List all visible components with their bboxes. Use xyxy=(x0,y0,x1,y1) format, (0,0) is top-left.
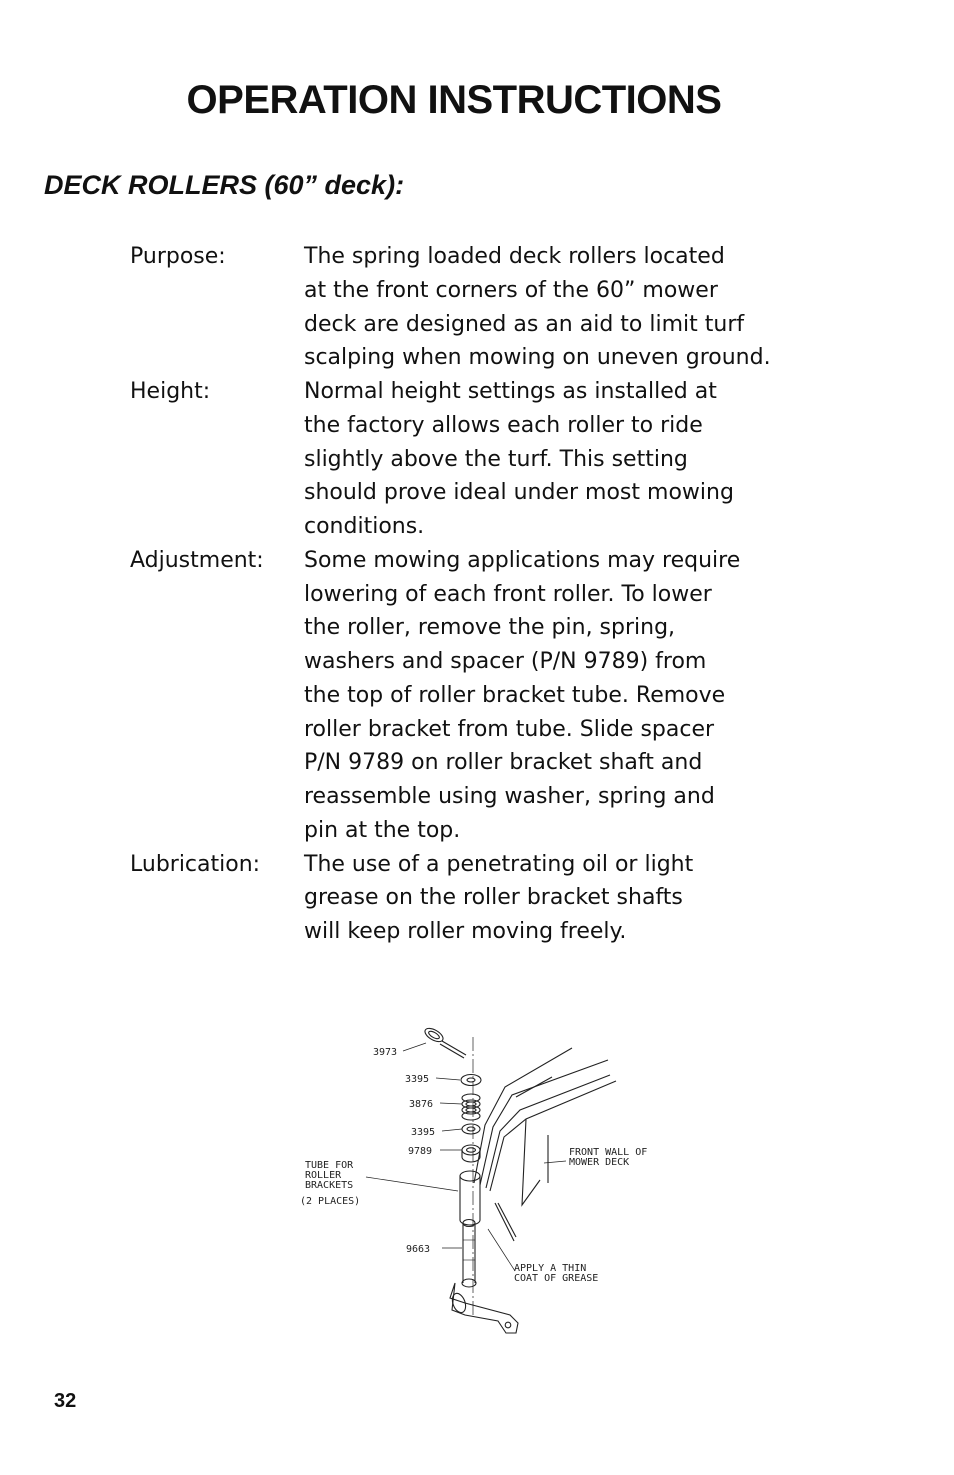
term-description xyxy=(304,375,804,544)
instruction-lubrication xyxy=(130,848,830,949)
description-line: the roller, remove the pin, spring, xyxy=(304,615,676,641)
pin-part xyxy=(423,1026,466,1058)
washer-part xyxy=(461,1075,481,1086)
term-description xyxy=(304,544,804,848)
description-line: reassemble using washer, spring and xyxy=(304,784,715,809)
description-line: washers and spacer (P/N 9789) from xyxy=(304,649,707,674)
callout-leaders xyxy=(366,1043,566,1271)
description-line: will keep roller moving freely. xyxy=(304,919,627,944)
description-line: The spring loaded deck rollers located xyxy=(304,244,725,269)
description-line: grease on the roller bracket shafts xyxy=(304,885,683,911)
shaft-grease-mark xyxy=(498,1203,516,1237)
instructions-list xyxy=(130,240,830,949)
roller-bracket-shaft xyxy=(462,1220,476,1288)
part-number-label: 9663 xyxy=(406,1244,431,1255)
description-line: slightly above the turf. This setting xyxy=(304,446,688,472)
deck-bracket xyxy=(474,1048,616,1205)
grease-callout-line: APPLY A THIN xyxy=(514,1263,587,1274)
term-description xyxy=(304,240,804,375)
description-line: the factory allows each roller to ride xyxy=(304,412,703,438)
term-description xyxy=(304,848,804,949)
description-line: the top of roller bracket tube. Remove xyxy=(304,682,726,708)
description-line: pin at the top. xyxy=(304,817,461,843)
part-number-label: 3395 xyxy=(405,1074,430,1085)
instruction-adjustment xyxy=(130,544,830,848)
description-line: at the front corners of the 60” mower xyxy=(304,277,718,303)
tube-callout-line: TUBE FOR xyxy=(305,1160,354,1171)
description-line: P/N 9789 on roller bracket shaft and xyxy=(304,750,703,776)
spring-part xyxy=(462,1094,480,1120)
tube-callout-line: (2 PLACES) xyxy=(300,1196,361,1207)
section-title: DECK ROLLERS (60” deck): xyxy=(44,170,405,200)
tube-callout-line: ROLLER xyxy=(305,1170,342,1181)
description-line: should prove ideal under most mowing xyxy=(304,480,734,506)
page-title: OPERATION INSTRUCTIONS xyxy=(186,78,722,122)
description-line: roller bracket from tube. Slide spacer xyxy=(304,716,715,742)
part-number-label: 9789 xyxy=(408,1146,433,1157)
description-line: lowering of each front roller. To lower xyxy=(304,581,712,607)
page-number: 32 xyxy=(54,1390,77,1412)
deck-roller-diagram xyxy=(290,1015,690,1345)
description-line: deck are designed as an aid to limit turf xyxy=(304,311,745,337)
instruction-purpose xyxy=(130,240,830,375)
grease-callout-line: COAT OF GREASE xyxy=(514,1273,599,1284)
description-line: The use of a penetrating oil or light xyxy=(304,851,694,877)
term-label: Adjustment: xyxy=(130,547,264,573)
washer-part xyxy=(462,1124,480,1134)
tube-callout-line: BRACKETS xyxy=(305,1180,354,1191)
description-line: Some mowing applications may require xyxy=(304,547,741,573)
roller-bracket-tube xyxy=(460,1171,480,1225)
description-line: scalping when mowing on uneven ground. xyxy=(304,345,771,371)
part-number-label: 3876 xyxy=(409,1099,434,1110)
term-label: Purpose: xyxy=(130,244,226,269)
wall-callout-line: MOWER DECK xyxy=(569,1157,630,1168)
spacer-part xyxy=(462,1145,480,1162)
description-line: conditions. xyxy=(304,514,425,539)
diagram-labels xyxy=(300,1047,647,1284)
instruction-height xyxy=(130,375,830,544)
part-number-label: 3973 xyxy=(373,1047,398,1058)
part-number-label: 3395 xyxy=(411,1127,436,1138)
roller-bracket-arm xyxy=(450,1283,518,1333)
shaft-grease-mark xyxy=(495,1203,514,1241)
term-label: Height: xyxy=(130,379,211,404)
term-label: Lubrication: xyxy=(130,851,261,877)
wall-callout-line: FRONT WALL OF xyxy=(569,1147,648,1158)
description-line: Normal height settings as installed at xyxy=(304,379,717,404)
